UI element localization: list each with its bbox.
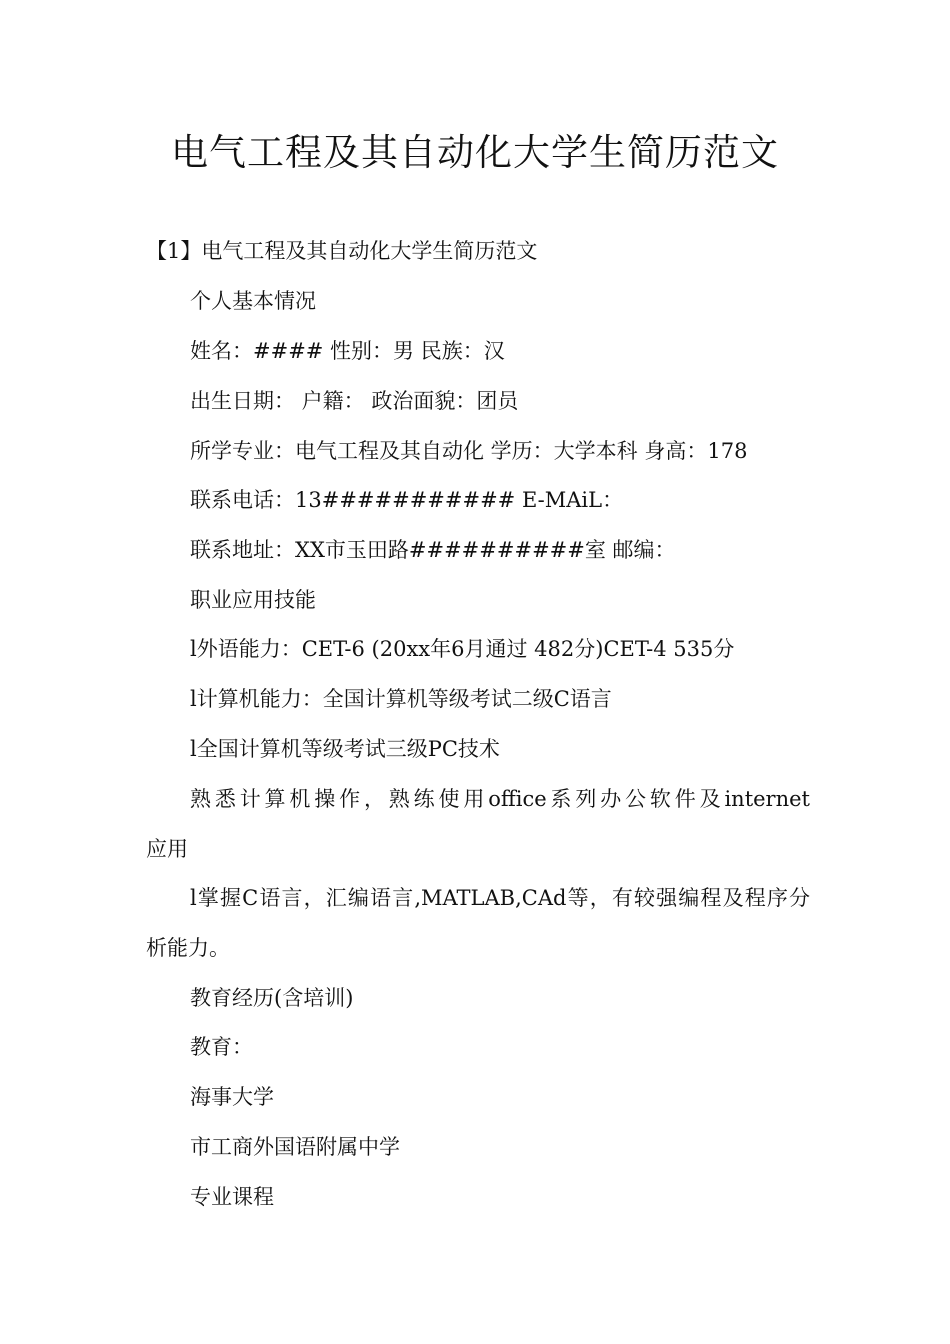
education-high-school: 市工商外国语附属中学 bbox=[190, 1135, 400, 1159]
skill-computer: l计算机能力：全国计算机等级考试二级C语言 bbox=[190, 687, 612, 711]
skill-computer-level3: l全国计算机等级考试三级PC技术 bbox=[190, 737, 500, 761]
skill-programming-line1: l掌握C语言，汇编语言,MATLAB,CAd等，有较强编程及程序分 bbox=[190, 886, 810, 910]
subheading-education: 教育经历(含培训) bbox=[190, 986, 354, 1010]
subheading-basic-info: 个人基本情况 bbox=[190, 289, 316, 313]
skill-programming-line2: 析能力。 bbox=[146, 936, 230, 960]
info-phone-email: 联系电话：13########### E-MAiL： bbox=[190, 488, 624, 512]
skill-language: l外语能力：CET-6 (20xx年6月通过 482分)CET-4 535分 bbox=[190, 637, 735, 661]
info-name-gender-ethnicity: 姓名：#### 性别：男 民族：汉 bbox=[190, 339, 505, 363]
document-title: 电气工程及其自动化大学生简历范文 bbox=[171, 131, 779, 174]
subheading-skills: 职业应用技能 bbox=[190, 588, 316, 612]
education-university: 海事大学 bbox=[190, 1085, 274, 1109]
info-major-degree-height: 所学专业：电气工程及其自动化 学历：大学本科 身高：178 bbox=[190, 439, 748, 463]
skill-office-line2: 应用 bbox=[146, 837, 188, 861]
section-heading: 【1】电气工程及其自动化大学生简历范文 bbox=[146, 239, 538, 263]
education-label: 教育： bbox=[190, 1035, 253, 1059]
subheading-courses: 专业课程 bbox=[190, 1185, 274, 1209]
skill-office-line1: 熟悉计算机操作，熟练使用office系列办公软件及internet bbox=[190, 787, 810, 811]
info-address-postcode: 联系地址：XX市玉田路##########室 邮编： bbox=[190, 538, 676, 562]
info-birth-residence-politics: 出生日期： 户籍： 政治面貌：团员 bbox=[190, 389, 519, 413]
